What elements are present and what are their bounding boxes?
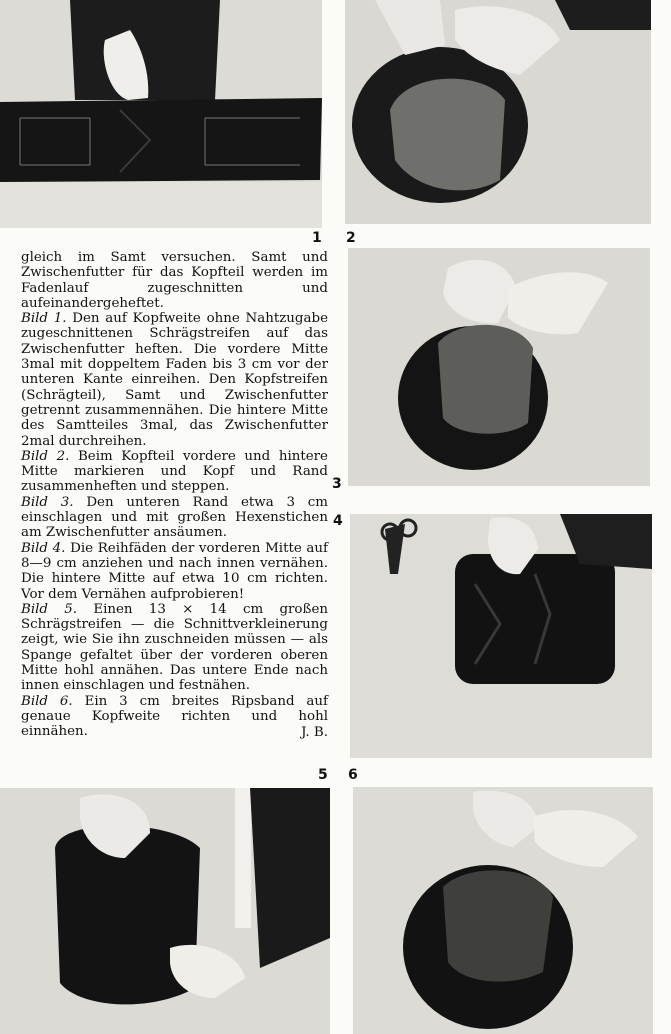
signature: J. B. [301,724,328,740]
step-text: Den unteren Rand etwa 3 cm einschlagen und mit großen Hexenstichen am Zwischenfutter ansäumen. [21,494,328,541]
step-bild-1 [21,311,328,449]
step-bild-3 [21,495,328,541]
photo-6 [353,787,653,1034]
step-bild-4 [21,541,328,602]
photo-5 [0,788,330,1034]
photo-4 [350,514,652,758]
photo-1 [0,0,322,228]
step-label: Bild 2. [21,448,70,464]
step-label: Bild 4. [21,540,66,556]
step-text: Einen 13 × 14 cm großen Schrägstreifen — die Schnittverkleinerung zeigt, wie Sie ihn zuschneiden müssen — als Spange gefaltet über der vorderen oberen Mitte hohl annähen. Das untere Ende nach innen einschlagen und festnähen. [21,601,328,694]
figure-number: 4 [333,513,343,529]
step-label: Bild 6. [21,693,73,709]
body-text [21,250,328,740]
step-bild-6 [21,694,328,740]
photo-2 [345,0,651,224]
intro-paragraph: gleich im Samt versuchen. Samt und Zwischenfutter für das Kopfteil werden im Fadenlauf zugeschnitten und aufeinandergeheftet. [21,250,328,311]
step-bild-2 [21,449,328,495]
figure-number: 5 [318,767,328,783]
step-text: Ein 3 cm breites Ripsband auf genaue Kopfweite richten und hohl einnähen. [21,693,328,740]
step-text: Die Reihfäden der vorderen Mitte auf 8—9 cm anziehen und nach innen vernähen. Die hintere Mitte auf etwa 10 cm richten. Vor dem Vernähen aufprobieren! [21,540,328,602]
figure-number: 2 [346,230,356,246]
figure-number: 3 [332,476,342,492]
step-text: Den auf Kopfweite ohne Nahtzugabe zugeschnittenen Schrägstreifen auf das Zwischenfutter heften. Die vordere Mitte 3mal mit doppeltem Faden bis 3 cm vor der unteren Kante einreihen. Den Kopfstreifen (Schrägteil), Samt und Zwischenfutter getrennt zusammennähen. Die hintere Mitte des Samtteiles 3mal, das Zwischenfutter 2mal durchreihen. [21,311,328,449]
step-label: Bild 3. [21,494,74,510]
step-label: Bild 5. [21,601,78,617]
step-bild-5 [21,602,328,694]
figure-number: 6 [348,767,358,783]
figure-number: 1 [312,230,322,246]
photo-3 [348,248,650,486]
step-label: Bild 1. [21,311,67,327]
step-text: Beim Kopfteil vordere und hintere Mitte markieren und Kopf und Rand zusammenheften und steppen. [21,448,328,495]
